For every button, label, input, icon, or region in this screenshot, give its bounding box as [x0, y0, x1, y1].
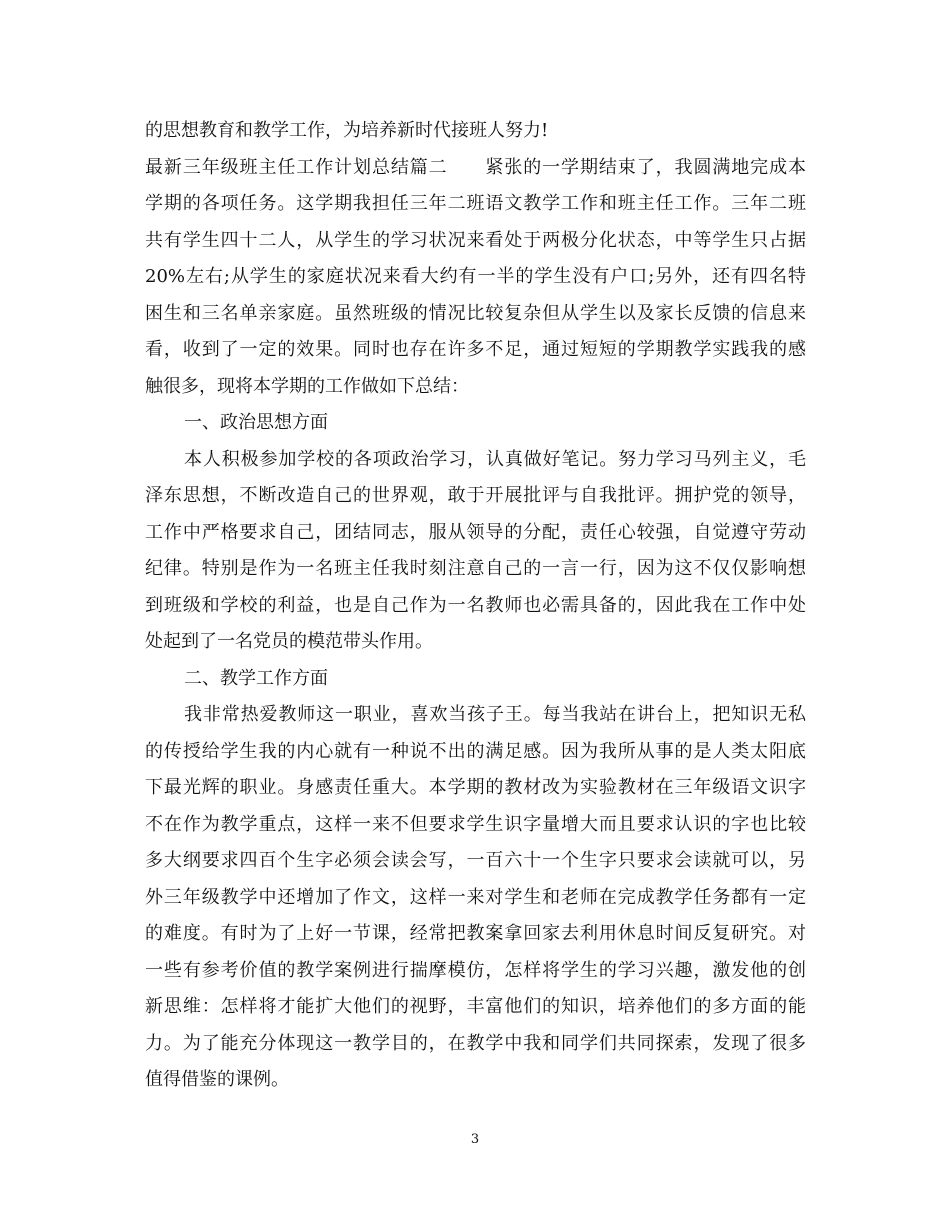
text-line: 一些有参考价值的教学案例进行揣摩模仿，怎样将学生的学习兴趣，激发他的创 — [145, 959, 806, 981]
text-line: 外三年级教学中还增加了作文，这样一来对学生和老师在完成教学任务都有一定 — [145, 886, 806, 908]
text-line: 的难度。有时为了上好一节课，经常把教案拿回家去利用休息时间反复研究。对 — [145, 923, 806, 944]
text-line: 困生和三名单亲家庭。虽然班级的情况比较复杂但从学生以及家长反馈的信息来 — [145, 302, 806, 324]
text-line: 泽东思想，不断改造自己的世界观，敢于开展批评与自我批评。拥护党的领导， — [145, 485, 806, 506]
text-line: 工作中严格要求自己，团结同志，服从领导的分配，责任心较强，自觉遵守劳动 — [145, 521, 806, 543]
text-line: 的传授给学生我的内心就有一种说不出的满足感。因为我所从事的是人类太阳底 — [145, 740, 806, 762]
text-line: 多大纲要求四百个生字必须会读会写，一百六十一个生字只要求会读就可以，另 — [145, 850, 806, 871]
section-title-line: 最新三年级班主任工作计划总结篇二 紧张的一学期结束了，我圆满地完成本 — [145, 156, 806, 178]
text-line: 新思维：怎样将才能扩大他们的视野，丰富他们的知识，培养他们的多方面的能 — [145, 996, 806, 1017]
text-line: 下最光辉的职业。身感责任重大。本学期的教材改为实验教材在三年级语文识字 — [145, 777, 806, 798]
text-line: 不在作为教学重点，这样一来不但要求学生识字量增大而且要求认识的字也比较 — [145, 813, 806, 835]
text-line: 的思想教育和教学工作，为培养新时代接班人努力! — [145, 120, 549, 141]
text-line: 看，收到了一定的效果。同时也存在许多不足，通过短短的学期教学实践我的感 — [145, 339, 806, 360]
text-line: 力。为了能充分体现这一教学目的，在教学中我和同学们共同探索，发现了很多 — [145, 1032, 806, 1054]
text-line: 到班级和学校的利益，也是自己作为一名教师也必需具备的，因此我在工作中处 — [145, 594, 806, 616]
text-line: 触很多，现将本学期的工作做如下总结： — [145, 375, 469, 397]
document-body — [145, 113, 806, 1099]
text-line: 20%左右;从学生的家庭状况来看大约有一半的学生没有户口;另外，还有四名特 — [145, 266, 806, 287]
text-line: 处起到了一名党员的模范带头作用。 — [145, 631, 433, 652]
text-line: 值得借鉴的课例。 — [145, 1069, 289, 1090]
text-line: 本人积极参加学校的各项政治学习，认真做好笔记。努力学习马列主义，毛 — [184, 448, 806, 470]
text-line: 纪律。特别是作为一名班主任我时刻注意自己的一言一行，因为这不仅仅影响想 — [145, 558, 806, 579]
page-number: 3 — [470, 1132, 480, 1147]
section-heading: 一、政治思想方面 — [184, 412, 328, 433]
text-line: 共有学生四十二人，从学生的学习状况来看处于两极分化状态，中等学生只占据 — [145, 229, 806, 251]
text-line: 学期的各项任务。这学期我担任三年二班语文教学工作和班主任工作。三年二班 — [145, 193, 806, 214]
section-heading: 二、教学工作方面 — [184, 667, 328, 689]
text-line: 我非常热爱教师这一职业，喜欢当孩子王。每当我站在讲台上，把知识无私 — [184, 704, 806, 725]
